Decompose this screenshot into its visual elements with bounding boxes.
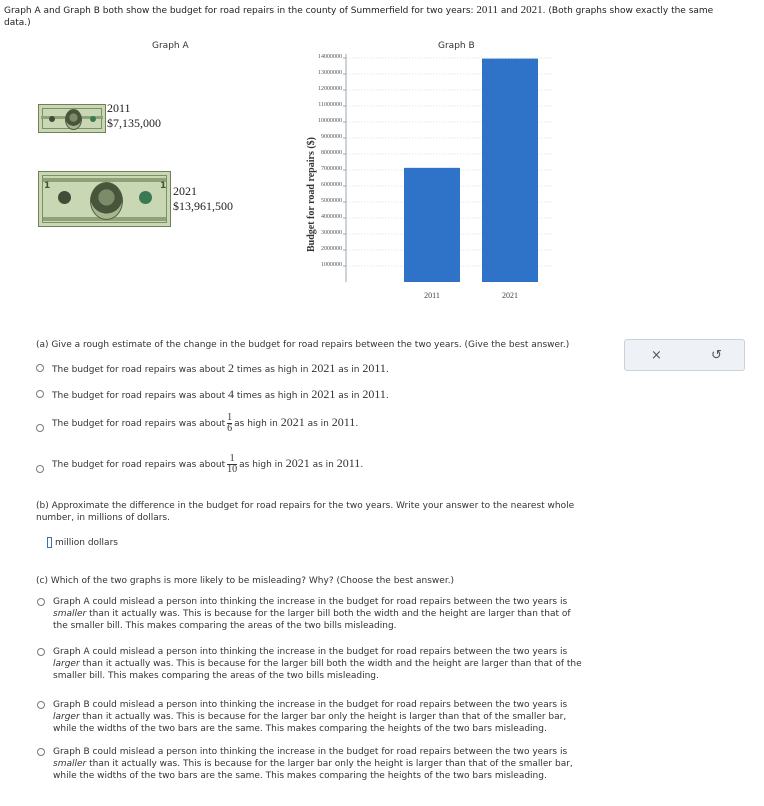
- y-tick-label: 11000000: [318, 102, 342, 108]
- part-c-option-4-label[interactable]: [53, 746, 573, 782]
- part-a-question: (a) Give a rough estimate of the change in the budget for road repairs between the two years. (Give the best answer.): [36, 340, 570, 350]
- fraction-one-sixth: [227, 413, 232, 434]
- part-c-option-2-label[interactable]: [53, 646, 582, 682]
- fraction-numerator: 1: [229, 453, 235, 464]
- option-text: as high in: [239, 460, 286, 470]
- option-text: as in: [335, 365, 363, 375]
- option-text: than it actually was. This is because for the larger bar only the height is larger than that of the smaller bar,: [86, 759, 573, 769]
- fraction-denominator: 6: [227, 423, 233, 434]
- y-tick-label: 4000000: [321, 214, 342, 220]
- small-bill-year: 2011: [107, 101, 131, 115]
- bar-2021: [482, 59, 538, 282]
- bill-corner-digit: 1: [160, 181, 167, 191]
- undo-icon[interactable]: ↺: [711, 348, 722, 363]
- part-a-option-2-radio[interactable]: [36, 390, 44, 398]
- option-text: The budget for road repairs was about: [52, 460, 226, 470]
- intro-and: and: [498, 6, 521, 16]
- option-emphasis: larger: [53, 659, 80, 669]
- option-line: [53, 608, 571, 620]
- option-line: the smaller bill. This makes comparing the areas of the two bills misleading.: [53, 621, 397, 631]
- part-b-question-line1: (b) Approximate the difference in the budget for road repairs for the two years. Write your answer to the nearest whole: [36, 501, 575, 511]
- part-b-unit-label: million dollars: [55, 538, 118, 548]
- option-year: 2021: [311, 387, 336, 401]
- small-bill-amount: $7,135,000: [107, 116, 161, 130]
- intro-pre: Graph A and Graph B both show the budget for road repairs in the county of Summerfield for two years:: [4, 6, 477, 16]
- option-text: The budget for road repairs was about: [52, 365, 228, 375]
- option-text: times as high in: [233, 391, 312, 401]
- option-emphasis: smaller: [53, 759, 87, 769]
- part-b-question: [36, 500, 574, 524]
- y-tick-label: 10000000: [318, 118, 342, 124]
- option-text: .: [355, 419, 359, 429]
- bill-corner-digit: 1: [44, 181, 51, 191]
- intro-year2: 2021: [520, 4, 543, 16]
- part-a-option-1-radio[interactable]: [36, 364, 44, 372]
- option-emphasis: smaller: [53, 609, 87, 619]
- option-year: 2021: [280, 415, 305, 429]
- option-text: than it actually was. This is because for the larger bar only the height is larger than that of the smaller bar,: [79, 712, 567, 722]
- part-c-option-1-label[interactable]: [53, 596, 571, 632]
- difference-answer-input[interactable]: [47, 537, 52, 548]
- option-line: [53, 758, 573, 770]
- option-year: 2011: [362, 361, 386, 375]
- option-text: .: [385, 365, 389, 375]
- graph-b-bar-chart: [0, 0, 764, 310]
- option-year: 2011: [336, 456, 361, 470]
- option-year: 2011: [331, 415, 356, 429]
- part-c-question: (c) Which of the two graphs is more likely to be misleading? Why? (Choose the best answer.): [36, 576, 455, 586]
- fraction-denominator: 10: [227, 464, 238, 475]
- large-bill-amount: $13,961,500: [173, 199, 233, 213]
- part-c-option-4-radio[interactable]: [37, 748, 45, 756]
- y-tick-label: 2000000: [321, 246, 342, 252]
- intro-year1: 2011: [476, 4, 498, 16]
- y-tick-label: 1000000: [321, 262, 342, 268]
- option-year: 2011: [362, 387, 386, 401]
- fraction-numerator: 1: [227, 412, 233, 423]
- option-text: .: [385, 391, 389, 401]
- part-b-question-line2: number, in millions of dollars.: [36, 513, 170, 523]
- y-tick-label: 8000000: [321, 150, 342, 156]
- option-emphasis: larger: [53, 712, 80, 722]
- large-bill-year: 2021: [173, 184, 197, 198]
- option-line: Graph A could mislead a person into thinking the increase in the budget for road repairs between the two years is: [53, 597, 568, 607]
- y-tick-label: 7000000: [321, 166, 342, 172]
- part-c-option-1-radio[interactable]: [37, 598, 45, 606]
- option-text: than it actually was. This is because for the larger bill both the width and the height are larger than that of: [86, 609, 571, 619]
- option-line: [53, 658, 582, 670]
- part-c-option-3-label[interactable]: [53, 699, 567, 735]
- option-line: Graph A could mislead a person into thinking the increase in the budget for road repairs between the two years is: [53, 647, 568, 657]
- intro-post: . (Both graphs show exactly the same: [542, 6, 714, 16]
- y-tick-label: 5000000: [321, 198, 342, 204]
- option-text: times as high in: [233, 365, 312, 375]
- option-year: 2021: [311, 361, 336, 375]
- part-a-option-4-radio[interactable]: [36, 465, 44, 473]
- graph-a-title: Graph A: [152, 41, 189, 51]
- option-year: 2021: [285, 456, 310, 470]
- part-a-option-2-label[interactable]: [52, 387, 389, 402]
- graph-b-y-axis-title: Budget for road repairs ($): [306, 137, 317, 252]
- option-line: smaller bill. This makes comparing the areas of the two bills misleading.: [53, 671, 379, 681]
- option-text: as in: [304, 419, 332, 429]
- y-tick-label: 14000000: [318, 54, 342, 60]
- y-tick-label: 6000000: [321, 182, 342, 188]
- option-text: than it actually was. This is because for the larger bill both the width and the height are larger than that of the: [79, 659, 582, 669]
- option-text: as in: [309, 460, 337, 470]
- option-line: Graph B could mislead a person into thinking the increase in the budget for road repairs between the two years is: [53, 700, 568, 710]
- part-a-option-3-label[interactable]: [52, 413, 358, 434]
- y-tick-label: 9000000: [321, 134, 342, 140]
- y-tick-label: 13000000: [318, 70, 342, 76]
- intro-line2: data.): [4, 18, 31, 28]
- part-c-option-3-radio[interactable]: [37, 701, 45, 709]
- x-tick-label: 2011: [424, 291, 440, 300]
- x-tick-label: 2021: [502, 291, 518, 300]
- option-line: Graph B could mislead a person into thinking the increase in the budget for road repairs between the two years is: [53, 747, 568, 757]
- part-a-option-4-label[interactable]: [52, 454, 363, 475]
- fraction-one-tenth: [227, 454, 237, 475]
- option-multiplier: 4: [227, 387, 234, 401]
- option-multiplier: 2: [227, 361, 234, 375]
- close-icon[interactable]: ×: [651, 348, 662, 363]
- option-line: [53, 711, 567, 723]
- option-text: The budget for road repairs was about: [52, 419, 226, 429]
- part-a-option-1-label[interactable]: [52, 361, 389, 376]
- bar-2011: [404, 168, 460, 282]
- option-text: The budget for road repairs was about: [52, 391, 228, 401]
- option-text: as high in: [234, 419, 281, 429]
- option-line: while the widths of the two bars are the same. This makes comparing the heights of the two bars misleading.: [53, 724, 547, 734]
- option-line: while the widths of the two bars are the same. This makes comparing the heights of the two bars misleading.: [53, 771, 547, 781]
- answer-toolbar: [624, 339, 745, 371]
- option-text: as in: [335, 391, 363, 401]
- graph-b-title: Graph B: [438, 41, 475, 51]
- part-a-option-3-radio[interactable]: [36, 424, 44, 432]
- y-tick-label: 3000000: [321, 230, 342, 236]
- part-c-option-2-radio[interactable]: [37, 648, 45, 656]
- option-text: .: [360, 460, 364, 470]
- y-tick-label: 12000000: [318, 86, 342, 92]
